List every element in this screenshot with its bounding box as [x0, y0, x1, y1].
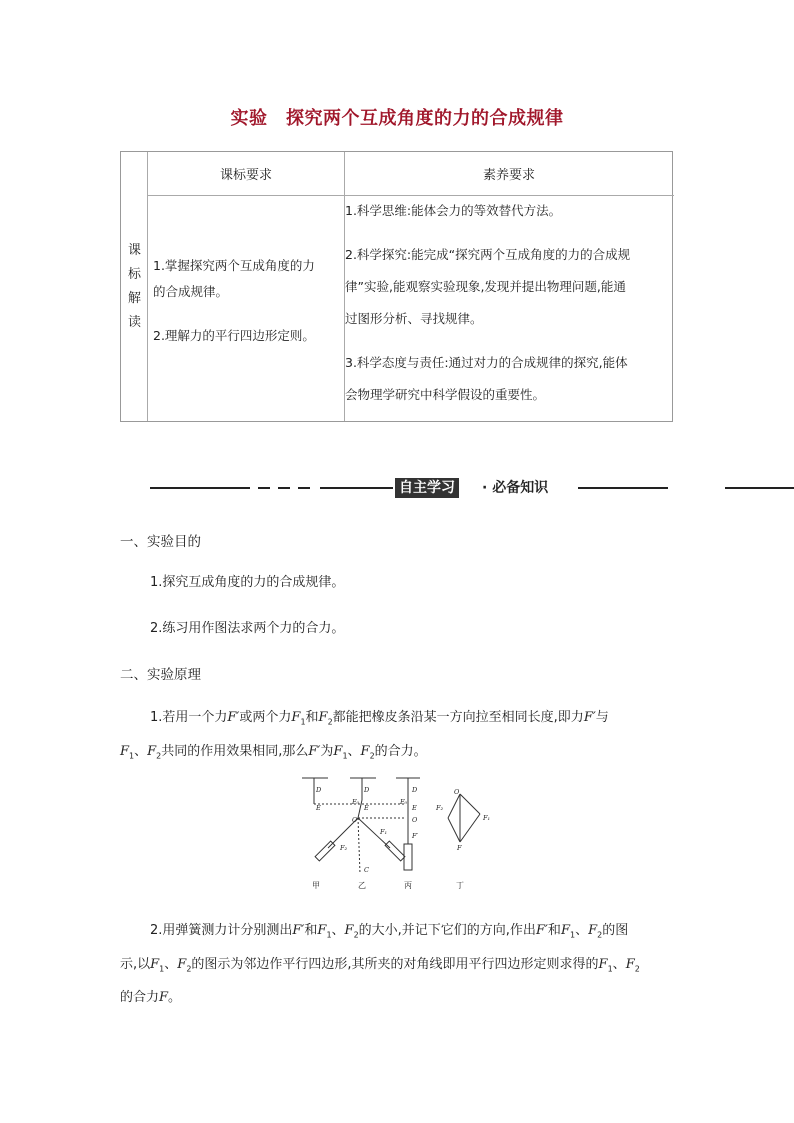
symbol: F	[150, 956, 160, 972]
fig-label: E	[316, 804, 321, 812]
fig-label: O	[454, 788, 460, 796]
text: 、	[164, 956, 178, 972]
text: 和	[304, 923, 318, 938]
text: 的合力	[120, 990, 160, 1006]
section-badge: 自主学习	[395, 478, 459, 498]
subscript: 1	[326, 930, 332, 940]
fig-label: D	[364, 786, 370, 794]
subscript: 1	[569, 930, 576, 940]
fig-label: E	[364, 804, 369, 812]
literacy-line: 3.科学态度与责任:通过对力的合成规律的探究,能体	[345, 355, 628, 370]
column-header-literacy: 素养要求	[482, 168, 535, 183]
side-char: 标	[127, 266, 141, 282]
requirement-line: 的合成规律。	[153, 284, 229, 299]
subscript: 2	[369, 751, 375, 761]
subscript: 1	[342, 751, 348, 761]
text: 、	[134, 743, 148, 759]
symbol: F	[317, 923, 327, 938]
heading-purpose: 一、实验目的	[120, 534, 201, 550]
text: 、	[347, 743, 361, 759]
text: 1.若用一个力	[150, 710, 228, 725]
text: 或两个力	[239, 710, 292, 725]
purpose-item: 2.练习用作图法求两个力的合力。	[150, 621, 345, 636]
symbol: F	[120, 743, 130, 759]
symbol: F′	[535, 923, 548, 938]
fig-label: O	[352, 816, 358, 824]
experiment-figure	[300, 774, 500, 894]
subscript: 1	[300, 717, 306, 727]
page-title: 实验 探究两个互成角度的力的合成规律	[230, 108, 564, 129]
symbol: F	[291, 710, 301, 725]
purpose-item: 1.探究互成角度的力的合成规律。	[150, 575, 345, 590]
symbol: F	[360, 743, 370, 759]
symbol: F	[333, 743, 343, 759]
principle-paragraph-2	[120, 916, 685, 1012]
fig-label: E	[412, 804, 417, 812]
symbol: F	[560, 923, 570, 938]
subscript: 2	[634, 964, 640, 974]
fig-label: D	[316, 786, 322, 794]
text: 和	[547, 923, 561, 938]
symbol: F	[177, 956, 187, 972]
symbol: F	[318, 710, 328, 725]
symbol: F′	[583, 710, 596, 725]
text: 。	[168, 990, 182, 1006]
fig-label: F	[457, 844, 462, 852]
side-char: 解	[127, 290, 141, 306]
subscript: 2	[597, 930, 603, 940]
side-char: 课	[127, 242, 141, 258]
text: 、	[575, 923, 589, 938]
text: 、	[612, 956, 626, 972]
section-divider	[150, 478, 794, 498]
fig-label: F₀	[400, 798, 408, 806]
fig-caption: 丙	[404, 881, 412, 890]
literacy-line: 过图形分析、寻找规律。	[345, 311, 483, 326]
section-title: · 必备知识	[482, 480, 549, 496]
fig-label: F₁	[380, 828, 388, 836]
fig-caption: 乙	[358, 881, 366, 890]
subscript: 2	[353, 930, 359, 940]
text: 的图示为邻边作平行四边形,其所夹的对角线即用平行四边形定则求得的	[191, 956, 599, 972]
fig-label: F₁	[483, 814, 491, 822]
literacy-line: 2.科学探究:能完成“探究两个互成角度的力的合成规	[345, 247, 631, 262]
curriculum-table	[120, 151, 673, 422]
symbol: F	[588, 923, 598, 938]
fig-label: D	[412, 786, 418, 794]
fig-label: O	[412, 816, 418, 824]
literacy-line: 会物理学研究中科学假设的重要性。	[345, 387, 546, 402]
subscript: 2	[327, 717, 333, 727]
text: 、	[331, 923, 345, 938]
literacy-line: 1.科学思维:能体会力的等效替代方法。	[345, 203, 562, 218]
fig-label: F₀	[352, 798, 360, 806]
symbol: F	[147, 743, 157, 759]
text: 的图	[602, 923, 629, 938]
fig-caption: 甲	[312, 881, 320, 890]
column-header-standard: 课标要求	[219, 168, 272, 183]
text: 与	[595, 710, 609, 725]
symbol: F	[344, 923, 354, 938]
requirement-line: 2.理解力的平行四边形定则。	[153, 328, 315, 343]
symbol: F′	[292, 923, 305, 938]
requirement-line: 1.掌握探究两个互成角度的力	[153, 258, 315, 273]
text: 示,以	[120, 956, 151, 972]
literacy-requirements	[345, 199, 673, 407]
fig-label: C	[364, 866, 369, 874]
fig-label: F₂	[436, 804, 444, 812]
subscript: 1	[159, 964, 165, 974]
symbol: F	[625, 956, 635, 972]
symbol: F′	[308, 743, 321, 759]
principle-paragraph-1	[120, 703, 680, 770]
text: 都能把橡皮条沿某一方向拉至相同长度,即力	[332, 710, 584, 725]
subscript: 1	[129, 751, 135, 761]
text: 的合力。	[374, 743, 427, 759]
standard-requirements	[153, 253, 343, 349]
literacy-line: 律”实验,能观察实验现象,发现并提出物理问题,能通	[345, 279, 626, 294]
table-side-label	[121, 152, 148, 421]
subscript: 2	[156, 751, 162, 761]
fig-caption: 丁	[456, 881, 464, 890]
symbol: F	[598, 956, 608, 972]
divider-lines	[150, 478, 794, 498]
fig-label: F₂	[340, 844, 348, 852]
text: 的大小,并记下它们的方向,作出	[358, 923, 536, 938]
fig-label: F′	[412, 832, 418, 840]
heading-principle: 二、实验原理	[120, 667, 201, 683]
text: 2.用弹簧测力计分别测出	[150, 923, 293, 938]
subscript: 1	[607, 964, 613, 974]
text: 共同的作用效果相同,那么	[161, 743, 309, 759]
symbol: F	[159, 990, 169, 1006]
subscript: 2	[186, 964, 192, 974]
text: 为	[320, 743, 334, 759]
side-char: 读	[127, 314, 141, 330]
text: 和	[305, 710, 319, 725]
symbol: F′	[227, 710, 240, 725]
